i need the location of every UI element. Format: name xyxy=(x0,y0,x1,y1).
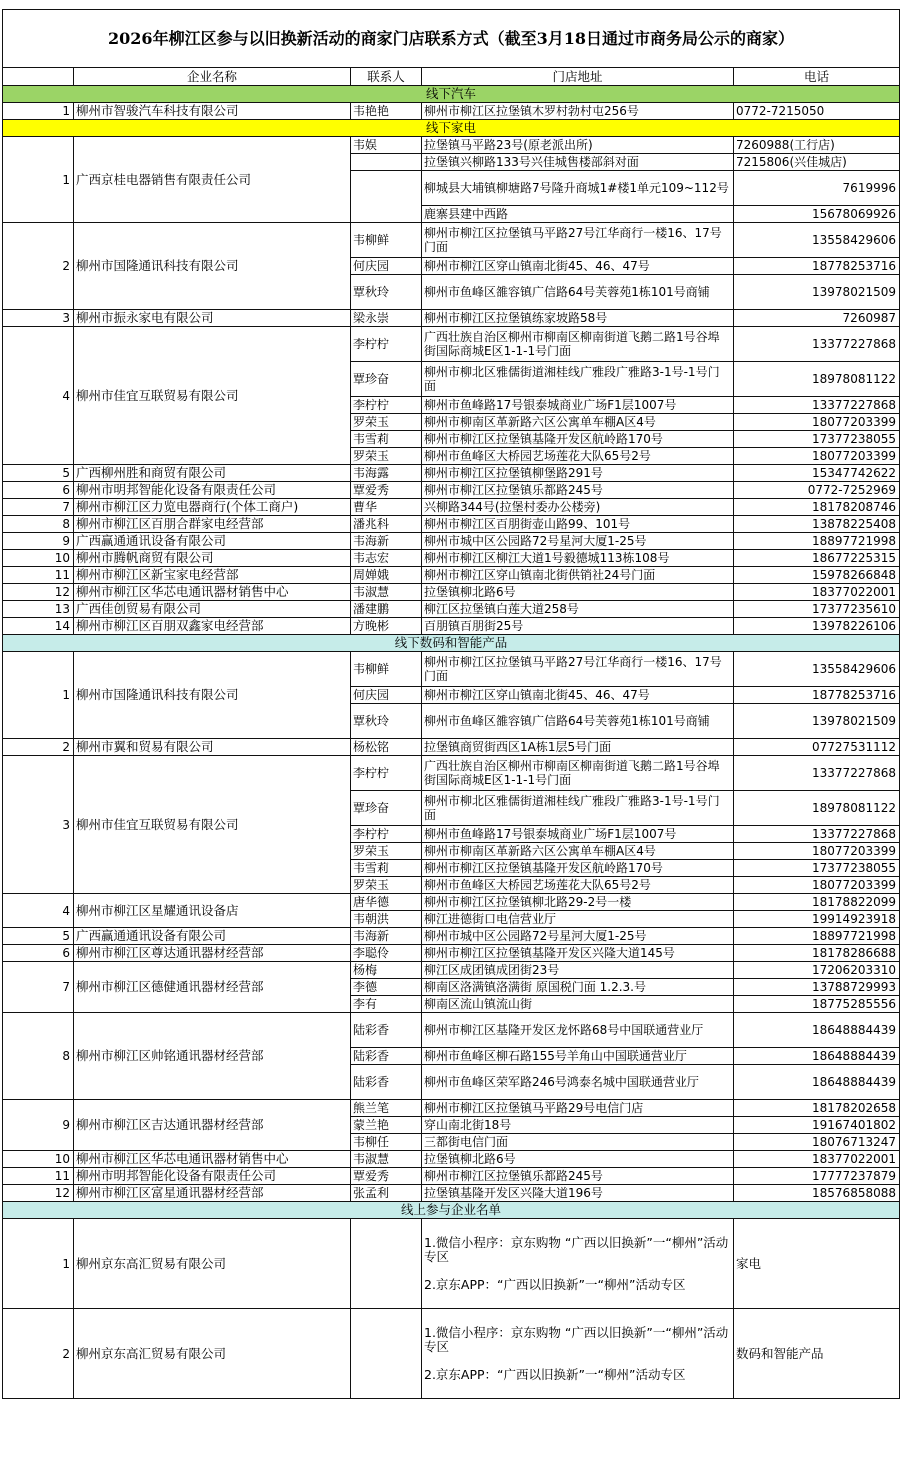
store-address: 柳州市柳江区拉堡镇木罗村勃村屯256号 xyxy=(422,103,734,120)
row-no: 11 xyxy=(3,567,74,584)
phone-number: 7619996 xyxy=(734,171,900,206)
table-row xyxy=(3,1151,900,1168)
row-no: 10 xyxy=(3,550,74,567)
header-address: 门店地址 xyxy=(422,68,734,86)
phone-number: 0772-7215050 xyxy=(734,103,900,120)
row-no: 8 xyxy=(3,1013,74,1100)
contact-name: 李柠柠 xyxy=(351,327,422,362)
section-row xyxy=(3,635,900,652)
row-no: 6 xyxy=(3,482,74,499)
online-channel-1: 1.微信小程序：京东购物 “广西以旧换新”一“柳州”活动专区 xyxy=(424,1324,729,1354)
table-row xyxy=(3,1013,900,1048)
phone-number: 13788729993 xyxy=(734,979,900,996)
store-address: 柳州市柳南区革新路六区公寓单车棚A区4号 xyxy=(422,414,734,431)
table-row xyxy=(3,894,900,911)
company-name: 柳州市柳江区富星通讯器材经营部 xyxy=(74,1185,351,1202)
phone-number: 18077203399 xyxy=(734,414,900,431)
company-name: 广西柳州胜和商贸有限公司 xyxy=(74,465,351,482)
table-row xyxy=(3,1185,900,1202)
company-name: 广西佳创贸易有限公司 xyxy=(74,601,351,618)
contact-name: 韦柳鲜 xyxy=(351,223,422,258)
row-no: 2 xyxy=(3,1309,74,1399)
phone-number: 18377022001 xyxy=(734,1151,900,1168)
contact-name: 陆彩香 xyxy=(351,1013,422,1048)
phone-number: 17777237879 xyxy=(734,1168,900,1185)
phone-number: 7215806(兴佳城店) xyxy=(734,154,900,171)
store-address: 三都街电信门面 xyxy=(422,1134,734,1151)
phone-number: 17206203310 xyxy=(734,962,900,979)
store-address: 柳州市柳江区拉堡镇马平路27号江华商行一楼16、17号门面 xyxy=(422,652,734,687)
header-no xyxy=(3,68,74,86)
row-no: 11 xyxy=(3,1168,74,1185)
contact-name: 覃秋玲 xyxy=(351,275,422,310)
online-channels xyxy=(422,1219,734,1309)
store-address: 柳州市柳江区穿山镇南北街45、46、47号 xyxy=(422,258,734,275)
phone-number: 0772-7252969 xyxy=(734,482,900,499)
company-name: 柳州市柳江区新宝家电经营部 xyxy=(74,567,351,584)
phone-number: 18978081122 xyxy=(734,362,900,397)
contact-name: 罗荣玉 xyxy=(351,877,422,894)
phone-number: 13978021509 xyxy=(734,704,900,739)
company-name: 柳州市明邦智能化设备有限责任公司 xyxy=(74,1168,351,1185)
contact-name: 潘兆科 xyxy=(351,516,422,533)
section-appliance: 线下家电 xyxy=(3,120,900,137)
contact-name xyxy=(351,1219,422,1309)
table-row xyxy=(3,516,900,533)
company-name: 广西京桂电器销售有限责任公司 xyxy=(74,137,351,223)
contact-name: 韦志宏 xyxy=(351,550,422,567)
store-address: 柳江进德街口电信营业厅 xyxy=(422,911,734,928)
contact-name: 韦海新 xyxy=(351,928,422,945)
store-address: 拉堡镇柳北路6号 xyxy=(422,584,734,601)
phone-number: 15347742622 xyxy=(734,465,900,482)
table-row xyxy=(3,945,900,962)
phone-number: 13377227868 xyxy=(734,826,900,843)
page-title: 2026年柳江区参与以旧换新活动的商家门店联系方式（截至3月18日通过市商务局公示的商家） xyxy=(3,10,900,68)
company-name: 柳州市柳江区力览电器商行(个体工商户) xyxy=(74,499,351,516)
table-row xyxy=(3,567,900,584)
company-name: 柳州市柳江区吉达通讯器材经营部 xyxy=(74,1100,351,1151)
contact-name xyxy=(351,1309,422,1399)
row-no: 5 xyxy=(3,928,74,945)
store-address: 柳州市鱼峰区荣军路246号鸿泰名城中国联通营业厅 xyxy=(422,1065,734,1100)
contact-name: 熊兰笔 xyxy=(351,1100,422,1117)
company-name: 柳州市腾帆商贸有限公司 xyxy=(74,550,351,567)
contact-name: 覃爱秀 xyxy=(351,482,422,499)
phone-number: 18648884439 xyxy=(734,1048,900,1065)
company-name: 柳州市柳江区星耀通讯设备店 xyxy=(74,894,351,928)
table-row xyxy=(3,928,900,945)
phone-number: 18778253716 xyxy=(734,258,900,275)
store-address: 柳州市鱼峰区大桥园艺场莲花大队65号2号 xyxy=(422,877,734,894)
section-online: 线上参与企业名单 xyxy=(3,1202,900,1219)
table-row xyxy=(3,1100,900,1117)
phone-number: 18978081122 xyxy=(734,791,900,826)
company-name: 柳州市国隆通讯科技有限公司 xyxy=(74,652,351,739)
phone-number: 18897721998 xyxy=(734,533,900,550)
store-address: 鹿寨县建中西路 xyxy=(422,206,734,223)
row-no: 6 xyxy=(3,945,74,962)
company-name: 柳州京东高汇贸易有限公司 xyxy=(74,1309,351,1399)
contact-name: 韦艳艳 xyxy=(351,103,422,120)
store-address: 柳州市柳江区穿山镇南北街45、46、47号 xyxy=(422,687,734,704)
section-car: 线下汽车 xyxy=(3,86,900,103)
row-no: 9 xyxy=(3,1100,74,1151)
phone-number: 15978266848 xyxy=(734,567,900,584)
store-address: 柳州市柳江区百朋街壶山路99、101号 xyxy=(422,516,734,533)
contact-name: 张孟利 xyxy=(351,1185,422,1202)
company-name: 柳州市国隆通讯科技有限公司 xyxy=(74,223,351,310)
store-address: 柳州市柳南区革新路六区公寓单车棚A区4号 xyxy=(422,843,734,860)
contact-name: 蒙兰艳 xyxy=(351,1117,422,1134)
contact-name: 罗荣玉 xyxy=(351,448,422,465)
table-row xyxy=(3,618,900,635)
store-address: 柳南区洛满镇洛满街 原国税门面 1.2.3.号 xyxy=(422,979,734,996)
phone-number: 18077203399 xyxy=(734,877,900,894)
phone-number: 07727531112 xyxy=(734,739,900,756)
phone-number: 18677225315 xyxy=(734,550,900,567)
contact-name: 韦柳鲜 xyxy=(351,652,422,687)
contact-name: 李柠柠 xyxy=(351,826,422,843)
company-name: 柳州市振永家电有限公司 xyxy=(74,310,351,327)
phone-number: 18178822099 xyxy=(734,894,900,911)
row-no: 7 xyxy=(3,962,74,1013)
phone-number: 18778253716 xyxy=(734,687,900,704)
table-row xyxy=(3,1168,900,1185)
row-no: 4 xyxy=(3,894,74,928)
contact-name: 韦朝洪 xyxy=(351,911,422,928)
store-address: 拉堡镇基隆开发区兴隆大道196号 xyxy=(422,1185,734,1202)
company-name: 柳州市翼和贸易有限公司 xyxy=(74,739,351,756)
row-no: 14 xyxy=(3,618,74,635)
table-row xyxy=(3,601,900,618)
company-name: 广西赢通通讯设备有限公司 xyxy=(74,533,351,550)
contact-name: 韦海新 xyxy=(351,533,422,550)
company-name: 柳州京东高汇贸易有限公司 xyxy=(74,1219,351,1309)
store-address: 穿山南北街18号 xyxy=(422,1117,734,1134)
phone-number: 18775285556 xyxy=(734,996,900,1013)
row-no: 12 xyxy=(3,1185,74,1202)
contact-name: 何庆园 xyxy=(351,687,422,704)
contact-name xyxy=(351,154,422,171)
phone-number: 18178208746 xyxy=(734,499,900,516)
phone-number: 18648884439 xyxy=(734,1013,900,1048)
phone-number: 7260987 xyxy=(734,310,900,327)
company-name: 柳州市柳江区华芯电通讯器材销售中心 xyxy=(74,1151,351,1168)
store-address: 柳州市柳江区拉堡镇基隆开发区航岭路170号 xyxy=(422,431,734,448)
store-address: 柳江区拉堡镇白莲大道258号 xyxy=(422,601,734,618)
row-no: 13 xyxy=(3,601,74,618)
contact-name: 李柠柠 xyxy=(351,756,422,791)
table-row xyxy=(3,550,900,567)
store-address: 拉堡镇柳北路6号 xyxy=(422,1151,734,1168)
store-address: 广西壮族自治区柳州市柳南区柳南街道飞鹅二路1号谷埠街国际商城E区1-1-1号门面 xyxy=(422,327,734,362)
digital-simple-rows xyxy=(3,1151,900,1202)
contact-name: 韦海露 xyxy=(351,465,422,482)
table-row xyxy=(3,310,900,327)
contact-name: 韦柳任 xyxy=(351,1134,422,1151)
phone-number: 18077203399 xyxy=(734,448,900,465)
row-no: 2 xyxy=(3,223,74,310)
contact-name: 李德 xyxy=(351,979,422,996)
company-name: 柳州市柳江区尊达通讯器材经营部 xyxy=(74,945,351,962)
phone-number: 18648884439 xyxy=(734,1065,900,1100)
section-digital: 线下数码和智能产品 xyxy=(3,635,900,652)
phone-number: 13377227868 xyxy=(734,397,900,414)
store-address: 柳州市鱼峰路17号银泰城商业广场F1层1007号 xyxy=(422,826,734,843)
title-row xyxy=(3,10,900,68)
product-category: 数码和智能产品 xyxy=(734,1309,900,1399)
company-name: 柳州市柳江区德健通讯器材经营部 xyxy=(74,962,351,1013)
contact-name: 何庆园 xyxy=(351,258,422,275)
row-no: 9 xyxy=(3,533,74,550)
contact-name: 韦雪莉 xyxy=(351,860,422,877)
online-channel-2: 2.京东APP：“广西以旧换新”一“柳州”活动专区 xyxy=(424,1366,686,1382)
row-no: 4 xyxy=(3,327,74,465)
contact-name: 曹华 xyxy=(351,499,422,516)
online-channel-2: 2.京东APP：“广西以旧换新”一“柳州”活动专区 xyxy=(424,1276,686,1292)
row-no: 7 xyxy=(3,499,74,516)
online-channel-1: 1.微信小程序：京东购物 “广西以旧换新”一“柳州”活动专区 xyxy=(424,1234,729,1264)
row-no: 10 xyxy=(3,1151,74,1168)
contact-name: 李有 xyxy=(351,996,422,1013)
row-no: 1 xyxy=(3,1219,74,1309)
phone-number: 13377227868 xyxy=(734,756,900,791)
company-name: 柳州市智骏汽车科技有限公司 xyxy=(74,103,351,120)
table-row xyxy=(3,499,900,516)
store-address: 柳州市柳江区拉堡镇练家坡路58号 xyxy=(422,310,734,327)
store-address: 柳城县大埔镇柳塘路7号隆升商城1#楼1单元109~112号 xyxy=(422,171,734,206)
store-address: 柳州市城中区公园路72号星河大厦1-25号 xyxy=(422,928,734,945)
company-name: 柳州市佳宜互联贸易有限公司 xyxy=(74,327,351,465)
contact-name: 罗荣玉 xyxy=(351,843,422,860)
store-address: 百朋镇百朋街25号 xyxy=(422,618,734,635)
company-name: 柳州市柳江区华芯电通讯器材销售中心 xyxy=(74,584,351,601)
channel-gap xyxy=(424,1264,731,1278)
contact-name: 韦淑慧 xyxy=(351,1151,422,1168)
contact-name: 潘建鹏 xyxy=(351,601,422,618)
store-address: 拉堡镇马平路23号(原老派出所) xyxy=(422,137,734,154)
phone-number: 13377227868 xyxy=(734,327,900,362)
row-no: 5 xyxy=(3,465,74,482)
phone-number: 18076713247 xyxy=(734,1134,900,1151)
store-address: 柳州市鱼峰区大桥园艺场莲花大队65号2号 xyxy=(422,448,734,465)
store-address: 柳州市鱼峰区雒容镇广信路64号芙蓉苑1栋101号商铺 xyxy=(422,704,734,739)
store-address: 柳州市柳江区拉堡镇柳北路29-2号一楼 xyxy=(422,894,734,911)
header-contact: 联系人 xyxy=(351,68,422,86)
company-name: 广西赢通通讯设备有限公司 xyxy=(74,928,351,945)
table-row xyxy=(3,482,900,499)
table-row xyxy=(3,1309,900,1399)
header-company: 企业名称 xyxy=(74,68,351,86)
row-no: 3 xyxy=(3,756,74,894)
store-address: 柳州市柳江区拉堡镇马平路29号电信门店 xyxy=(422,1100,734,1117)
table-row xyxy=(3,465,900,482)
row-no: 1 xyxy=(3,652,74,739)
company-name: 柳州市柳江区帅铭通讯器材经营部 xyxy=(74,1013,351,1100)
phone-number: 13558429606 xyxy=(734,223,900,258)
contact-name: 周婵娥 xyxy=(351,567,422,584)
contact-name: 杨梅 xyxy=(351,962,422,979)
appliance-simple-rows xyxy=(3,465,900,635)
contact-name: 杨松铭 xyxy=(351,739,422,756)
contact-name: 韦淑慧 xyxy=(351,584,422,601)
table-row xyxy=(3,103,900,120)
row-no: 2 xyxy=(3,739,74,756)
row-no: 1 xyxy=(3,103,74,120)
phone-number: 13978021509 xyxy=(734,275,900,310)
table-row xyxy=(3,584,900,601)
product-category: 家电 xyxy=(734,1219,900,1309)
phone-number: 17377238055 xyxy=(734,431,900,448)
store-address: 柳江区成团镇成团街23号 xyxy=(422,962,734,979)
table-row xyxy=(3,652,900,687)
contact-name: 覃珍奋 xyxy=(351,791,422,826)
phone-number: 13978226106 xyxy=(734,618,900,635)
phone-number: 18178286688 xyxy=(734,945,900,962)
phone-number: 7260988(工行店) xyxy=(734,137,900,154)
store-address: 柳州市柳江区拉堡镇乐都路245号 xyxy=(422,482,734,499)
phone-number: 18377022001 xyxy=(734,584,900,601)
phone-number: 19914923918 xyxy=(734,911,900,928)
company-name: 柳州市佳宜互联贸易有限公司 xyxy=(74,756,351,894)
store-address: 柳州市城中区公园路72号星河大厦1-25号 xyxy=(422,533,734,550)
phone-number: 19167401802 xyxy=(734,1117,900,1134)
table-row xyxy=(3,739,900,756)
company-name: 柳州市柳江区百朋双鑫家电经营部 xyxy=(74,618,351,635)
table-row xyxy=(3,223,900,258)
store-address: 柳州市柳江区拉堡镇基隆开发区航岭路170号 xyxy=(422,860,734,877)
header-row xyxy=(3,68,900,86)
company-name: 柳州市明邦智能化设备有限责任公司 xyxy=(74,482,351,499)
row-no: 8 xyxy=(3,516,74,533)
contact-name: 覃珍奋 xyxy=(351,362,422,397)
store-address: 兴柳路344号(拉堡村委办公楼旁) xyxy=(422,499,734,516)
table-row xyxy=(3,137,900,154)
store-address: 拉堡镇兴柳路133号兴佳城售楼部斜对面 xyxy=(422,154,734,171)
phone-number: 18576858088 xyxy=(734,1185,900,1202)
store-address: 柳州市柳江区拉堡镇基隆开发区兴隆大道145号 xyxy=(422,945,734,962)
store-address: 柳南区流山镇流山街 xyxy=(422,996,734,1013)
header-phone: 电话 xyxy=(734,68,900,86)
contact-name: 罗荣玉 xyxy=(351,414,422,431)
company-name: 柳州市柳江区百朋合群家电经营部 xyxy=(74,516,351,533)
contact-name: 方晚彬 xyxy=(351,618,422,635)
phone-number: 15678069926 xyxy=(734,206,900,223)
table-row xyxy=(3,533,900,550)
contact-name: 陆彩香 xyxy=(351,1065,422,1100)
store-address: 柳州市柳江区拉堡镇乐都路245号 xyxy=(422,1168,734,1185)
row-no: 1 xyxy=(3,137,74,223)
phone-number: 17377238055 xyxy=(734,860,900,877)
contact-name: 李聪伶 xyxy=(351,945,422,962)
store-address: 柳州市柳江区柳江大道1号毅德城113栋108号 xyxy=(422,550,734,567)
store-address: 柳州市柳江区拉堡镇马平路27号江华商行一楼16、17号门面 xyxy=(422,223,734,258)
phone-number: 17377235610 xyxy=(734,601,900,618)
store-address: 柳州市柳江区穿山镇南北街供销社24号门面 xyxy=(422,567,734,584)
contact-name: 韦雪莉 xyxy=(351,431,422,448)
store-address: 柳州市鱼峰路17号银泰城商业广场F1层1007号 xyxy=(422,397,734,414)
phone-number: 13878225408 xyxy=(734,516,900,533)
table-row xyxy=(3,1219,900,1309)
table-row xyxy=(3,327,900,362)
merchant-table xyxy=(2,9,900,1399)
store-address: 广西壮族自治区柳州市柳南区柳南街道飞鹅二路1号谷埠街国际商城E区1-1-1号门面 xyxy=(422,756,734,791)
channel-gap xyxy=(424,1354,731,1368)
table-row xyxy=(3,962,900,979)
row-no: 12 xyxy=(3,584,74,601)
store-address: 拉堡镇商贸街西区1A栋1层5号门面 xyxy=(422,739,734,756)
store-address: 柳州市鱼峰区雒容镇广信路64号芙蓉苑1栋101号商铺 xyxy=(422,275,734,310)
contact-name: 覃爱秀 xyxy=(351,1168,422,1185)
phone-number: 13558429606 xyxy=(734,652,900,687)
section-row xyxy=(3,1202,900,1219)
store-address: 柳州市柳北区雅儒街道湘桂线广雅段广雅路3-1号-1号门面 xyxy=(422,362,734,397)
contact-name: 韦娱 xyxy=(351,137,422,154)
contact-name: 梁永崇 xyxy=(351,310,422,327)
section-row xyxy=(3,120,900,137)
contact-name: 唐华德 xyxy=(351,894,422,911)
contact-name: 陆彩香 xyxy=(351,1048,422,1065)
store-address: 柳州市柳江区拉堡镇柳堡路291号 xyxy=(422,465,734,482)
phone-number: 18897721998 xyxy=(734,928,900,945)
contact-name: 李柠柠 xyxy=(351,397,422,414)
contact-name xyxy=(351,171,422,223)
store-address: 柳州市柳北区雅儒街道湘桂线广雅段广雅路3-1号-1号门面 xyxy=(422,791,734,826)
online-channels xyxy=(422,1309,734,1399)
store-address: 柳州市鱼峰区柳石路155号羊角山中国联通营业厅 xyxy=(422,1048,734,1065)
section-row xyxy=(3,86,900,103)
contact-name: 覃秋玲 xyxy=(351,704,422,739)
store-address: 柳州市柳江区基隆开发区龙怀路68号中国联通营业厅 xyxy=(422,1013,734,1048)
phone-number: 18077203399 xyxy=(734,843,900,860)
row-no: 3 xyxy=(3,310,74,327)
phone-number: 18178202658 xyxy=(734,1100,900,1117)
table-row xyxy=(3,756,900,791)
